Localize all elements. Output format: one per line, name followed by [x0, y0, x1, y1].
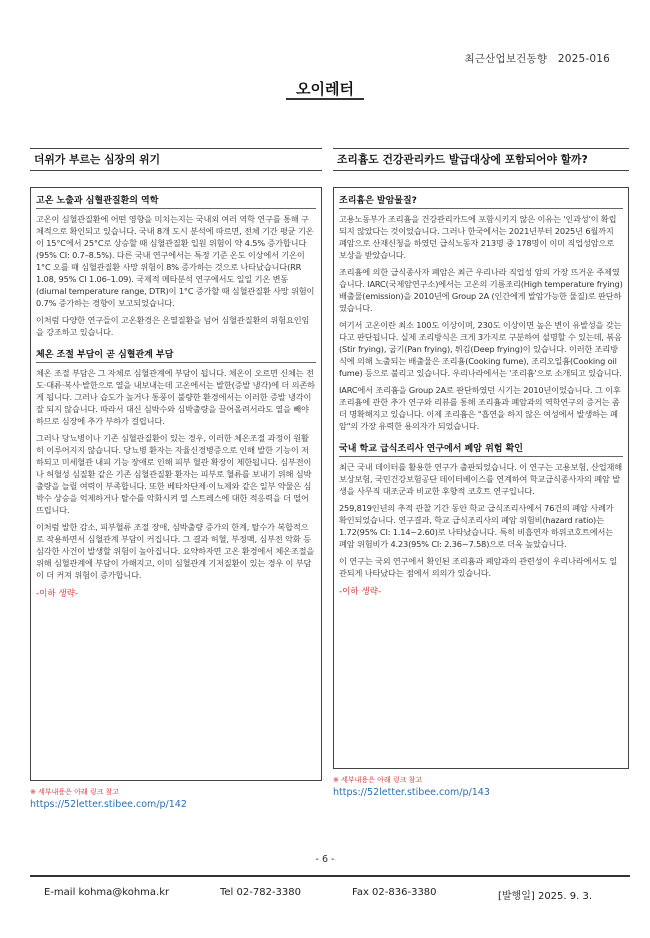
left-article-box	[30, 187, 322, 781]
paragraph: 259,819인년의 추적 관찰 기간 동안 학교 급식조리사에서 76건의 폐암 사례가 확인되었습니다. 연구결과, 학교 급식조리사의 폐암 위험비(hazard ratio)는 1.72(95% CI: 1.14~2.60)로 나타났습니다. 특히 비흡연자 하위코호트에서는 폐암 위험비가 4.23(95% CI: 2.36~7.58)으로 더욱 높았습니다.	[339, 503, 614, 549]
paragraph: 고온이 심혈관질환에 어떤 영향을 미치는지는 국내외 여러 역학 연구를 통해 구체적으로 확인되고 있습니다. 국내 8개 도시 분석에 따르면, 전체 기간 평균 기온이 15°C에서 25°C로 상승할 때 심혈관질환 입원 위험이 약 4.5% 증가합니다 (95% CI: 0.7–8.5%). 다른 국내 연구에서는 특정 기준 온도 이상에서 기온이 1°C 오를 때 심혈관질환 사망 위험이 8% 증가하는 것으로 나타났습니다(RR 1.08, 95% CI 1.06–1.09). 국제적 메타분석 연구에서도 일일 기온 변동(diurnal temperature range, DTR)이 1°C 증가할 때 심혈관질환 사망 위험이 0.7% 증가하는 경향이 보고되었습니다.	[36, 214, 315, 308]
footer-date: [발행일] 2025. 9. 3.	[498, 891, 593, 902]
page-title: 오이레터	[296, 80, 354, 98]
paragraph: 고용노동부가 조리흄을 건강관리카드에 포함시키지 않은 이유는 '인과성'이 확립되지 않았다는 것이었습니다. 그러나 한국에서는 2021년부터 2025년 6월까지 폐암으로 산재신청을 하였던 급식노동자 213명 중 178명이 이미 직업성암으로 보상을 받았습니다.	[339, 214, 617, 260]
paragraph: 이 연구는 국외 연구에서 확인된 조리흄과 폐암과의 관련성이 우리나라에서도 일관되게 나타났다는 점에서 의의가 있습니다.	[339, 556, 618, 578]
section-title: 국내 학교 급식조리사 연구에서 폐암 위험 확인	[339, 441, 623, 457]
footer-email: E-mail kohma@kohma.kr	[44, 887, 170, 898]
footer-tel: Tel 02-782-3380	[220, 887, 301, 898]
paragraph: 이처럼 발한 감소, 피부혈류 조절 장애, 심박출량 증가의 한계, 탈수가 복합적으로 작용하면서 심혈관계 부담이 커집니다. 그 결과 허혈, 부정맥, 심부전 악화 등 심각한 사건이 발생할 위험이 높아집니다. 요약하자면 고온 환경에서 체온조절을 위해 심혈관계에 부담이 가해지고, 이미 심혈관계 기저질환이 있는 경우 이 부담이 더 커져 위험이 증가합니다.	[36, 522, 315, 580]
paragraph: 조리흄에 의한 급식종사자 폐암은 최근 우리나라 직업성 암의 가장 뜨거운 주제였습니다. IARC(국제암연구소)에서는 고온의 기름조리(High temperature frying) 배출물(emission)을 2010년에 Group 2A (인간에게 발암가능한 물질)로 판단하였습니다.	[339, 267, 623, 313]
article-link[interactable]: https://52letter.stibee.com/p/142	[30, 799, 187, 810]
right-column	[333, 148, 629, 798]
section-title: 체온 조절 부담이 곧 심혈관계 부담	[36, 347, 316, 363]
paragraph: 최근 국내 데이터를 활용한 연구가 출판되었습니다. 이 연구는 고용보험, 산업재해보상보험, 국민건강보험공단 데이터베이스를 연계하여 학교급식종사자의 폐암 발생을 사무직 대조군과 비교한 후향적 코호트 연구입니다.	[339, 462, 623, 496]
section-title: 조리흄은 발암물질?	[339, 193, 623, 209]
footer-fax: Fax 02-836-3380	[352, 887, 437, 898]
paragraph: 여기서 고온이란 최소 100도 이상이며, 230도 이상이면 높은 변이 유발성을 갖는다고 판단됩니다. 실제 조리방식은 크게 3가지로 구분하여 설명할 수 있는데, 볶음(Stir frying), 굽기(Pan frying), 튀김(Deep frying)이 있습니다. 이러한 조리방식에 의해 노출되는 배출물은 조리흄(Cooking fume), 조리오일흄(Cooking oil fume) 등으로 불리고 있습니다. 우리나라에서는 '조리흄'으로 소개되고 있습니다.	[339, 320, 622, 378]
series-name: 최근산업보건동향	[464, 53, 548, 65]
detail-note: ※ 세부내용은 아래 링크 참고	[30, 788, 120, 796]
omitted-note: -이하 생략-	[339, 587, 382, 597]
title-underline	[286, 98, 364, 100]
article-link[interactable]: https://52letter.stibee.com/p/143	[333, 787, 490, 798]
right-column-heading: 조리흄도 건강관리카드 발급대상에 포함되어야 할까?	[333, 148, 629, 171]
right-article-box	[333, 187, 629, 769]
footer-divider	[30, 875, 630, 877]
section-title: 고온 노출과 심혈관질환의 역학	[36, 193, 316, 209]
paragraph: 그러나 당뇨병이나 기존 심혈관질환이 있는 경우, 이러한 체온조절 과정이 원활히 이루어지지 않습니다. 당뇨병 환자는 자율신경병증으로 인해 발한 기능이 저하되고 미세혈관 내피 기능 장애로 인해 피부 혈관 확장이 제한됩니다. 심부전이나 허혈성 심질환 같은 기존 심혈관질환 환자는 피부로 혈류를 보내기 위해 심박출량을 늘릴 여력이 부족합니다. 또한 베타차단제·이뇨제와 같은 일부 약물은 심박수 상승을 억제하거나 탈수를 악화시켜 열 스트레스에 대한 적응력을 더 떨어뜨립니다.	[36, 433, 312, 515]
left-column	[30, 148, 322, 810]
paragraph: IARC에서 조리흄을 Group 2A로 판단하였던 시기는 2010년이었습니다. 그 이후 조리흄에 관한 추가 연구와 리뷰를 통해 조리흄과 폐암과의 역학연구의 증거는 좀 더 명확해지고 있습니다. 이제 조리흄은 "흡연을 하지 않은 여성에서 발생하는 폐암"의 가장 유력한 용의자가 되었습니다.	[339, 385, 621, 431]
paragraph: 체온 조절 부담은 그 자체로 심혈관계에 부담이 됩니다. 체온이 오르면 신체는 전도·대류·복사·발한으로 열을 내보내는데 고온에서는 발한(증발 냉각)에 더 의존하게 됩니다. 그러나 습도가 높거나 통풍이 불량한 환경에서는 이러한 증발 냉각이 잘 되지 않습니다. 따라서 대신 심박수와 심박출량을 끌어올려서라도 열을 빼야 하므로 심장에 추가 부하가 걸립니다.	[36, 368, 315, 426]
page-number: - 6 -	[315, 854, 335, 865]
left-column-heading: 더위가 부르는 심장의 위기	[30, 148, 322, 171]
detail-note: ※ 세부내용은 아래 링크 참고	[333, 776, 423, 784]
header-series-issue	[464, 51, 610, 66]
paragraph: 이처럼 다양한 연구들이 고온환경은 온열질환을 넘어 심혈관질환의 위험요인임을 강조하고 있습니다.	[36, 315, 310, 337]
issue-number: 2025-016	[557, 53, 610, 65]
omitted-note: -이하 생략-	[36, 589, 79, 599]
